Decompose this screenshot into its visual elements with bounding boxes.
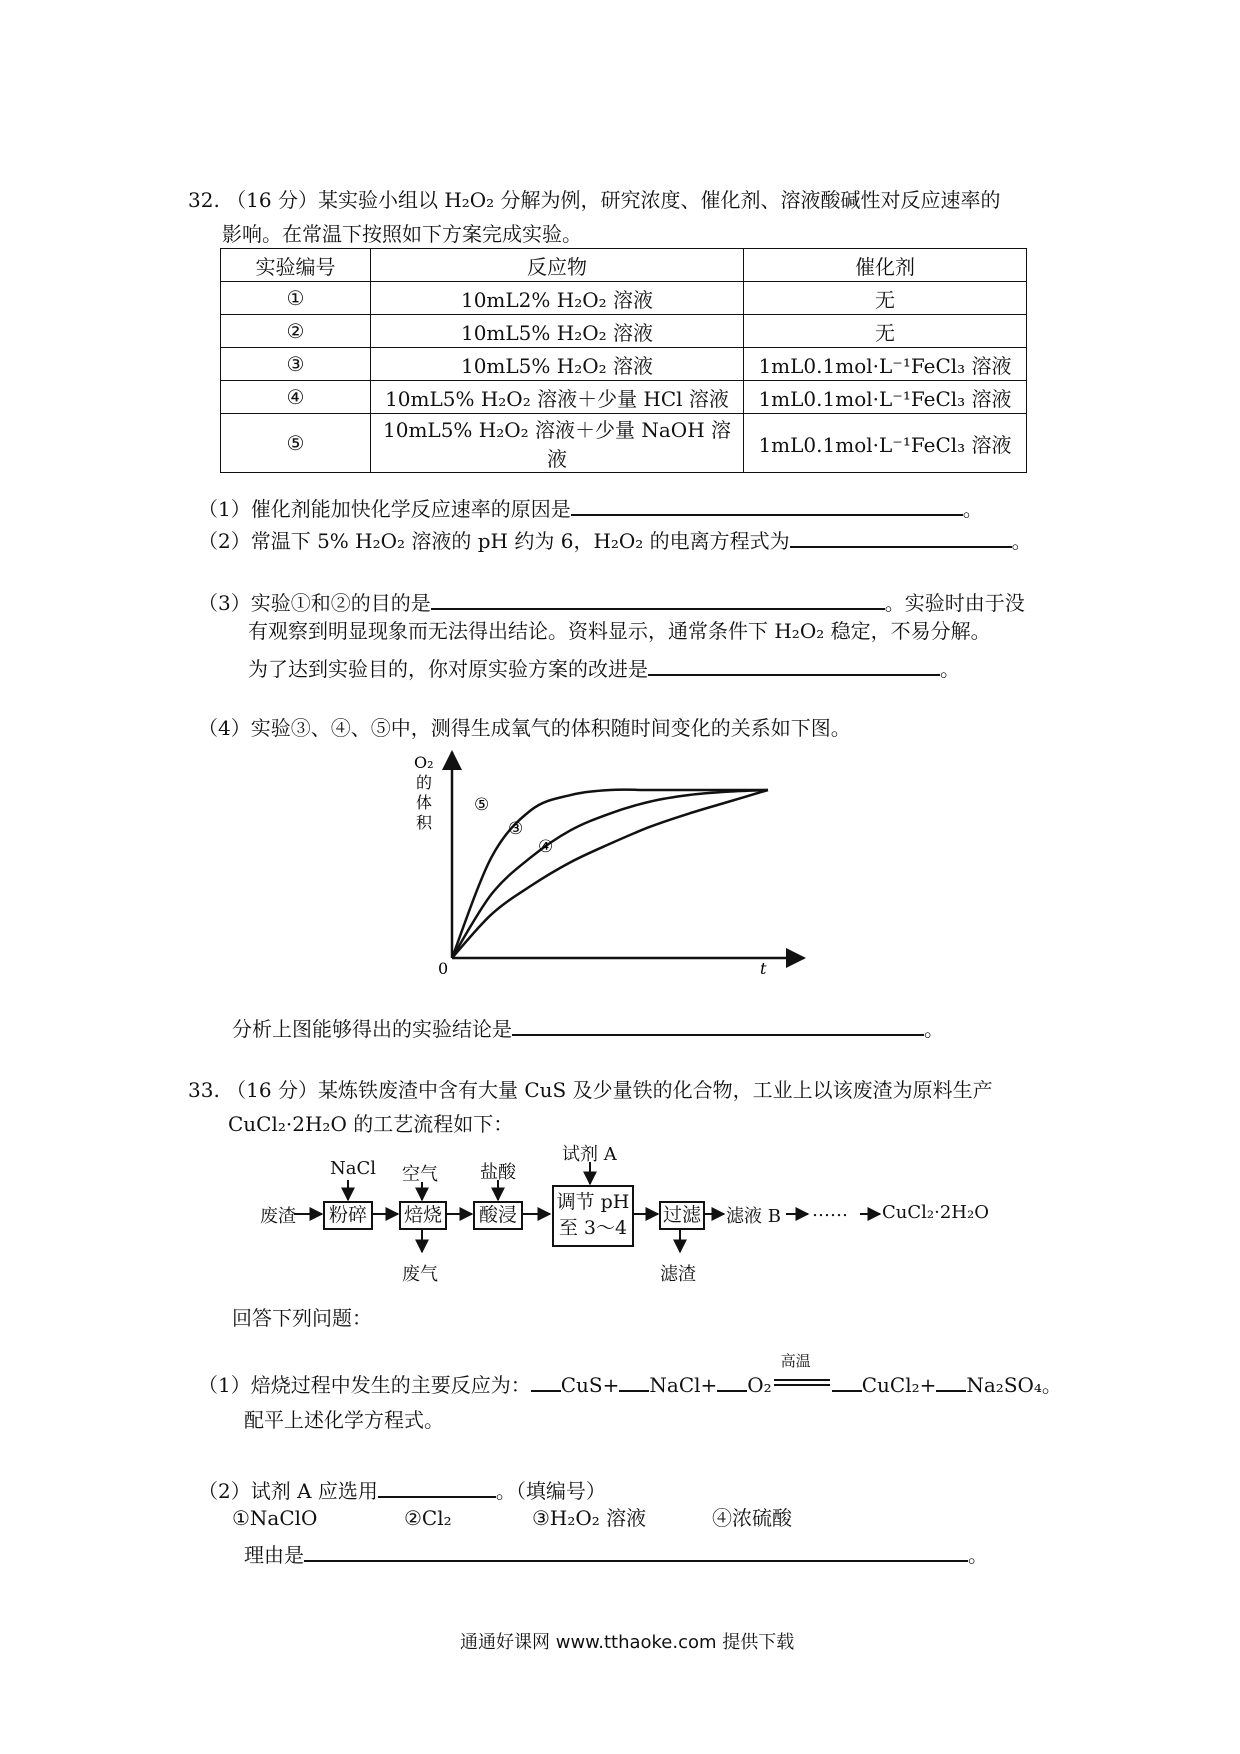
table-cell: 10mL2% H₂O₂ 溶液 [371,282,744,315]
residue-label: 滤渣 [660,1264,696,1285]
table-cell: 1mL0.1mol·L⁻¹FeCl₃ 溶液 [744,348,1027,381]
period: 。 [962,497,983,521]
eq-term: CuCl₂+ [861,1373,937,1397]
series-label: ④ [538,837,554,857]
answer-blank[interactable] [304,1538,968,1562]
table-cell: ② [221,315,371,348]
eq-term: Na₂SO₄。 [966,1373,1062,1397]
period: 。 [940,657,960,681]
q33-reason [244,1538,988,1567]
coefficient-blank[interactable] [531,1368,561,1392]
flow-start-label: 废渣 [260,1206,296,1227]
table-cell: 无 [744,315,1027,348]
table-cell: 1mL0.1mol·L⁻¹FeCl₃ 溶液 [744,414,1027,473]
period: 。 [968,1543,988,1567]
y-axis-label: 积 [416,813,433,832]
answer-intro: 回答下列问题： [232,1306,372,1330]
table-cell: 10mL5% H₂O₂ 溶液 [371,348,744,381]
x-axis-label: t [760,959,767,978]
step-filter-box: 过滤 [659,1201,705,1230]
q32-part3-line2: 有观察到明显现象而无法得出结论。资料显示，通常条件下 H₂O₂ 稳定，不易分解。 [248,619,991,643]
step-adjust-ph-line2: 至 3～4 [558,1217,628,1239]
table-header: 反应物 [371,249,744,282]
y-axis-label: 的 [416,773,433,792]
step-acid-leach-box: 酸浸 [473,1201,523,1230]
option-4: ④浓硫酸 [712,1506,792,1530]
period: 。 [924,1017,944,1041]
eq-term: NaCl+ [649,1373,718,1397]
footer: 通通好课网 www.tthaoke.com 提供下载 [460,1632,795,1653]
q32-part3-text: （3）实验①和②的目的是 [198,591,431,615]
waste-gas-label: 废气 [402,1264,438,1285]
table-cell: 10mL5% H₂O₂ 溶液＋少量 HCl 溶液 [371,381,744,414]
reaction-equals-sign [772,1352,832,1392]
q33-part1 [198,1352,1062,1397]
q33-reason-text: 理由是 [244,1543,304,1567]
nacl-label: NaCl [330,1158,377,1179]
q32-part3-line3-text: 为了达到实验目的，你对原实验方案的改进是 [248,657,648,681]
q32-header: 32. （16 分）某实验小组以 H₂O₂ 分解为例，研究浓度、催化剂、溶液酸碱性对反应速率的 [188,188,1001,212]
table-cell: 1mL0.1mol·L⁻¹FeCl₃ 溶液 [744,381,1027,414]
coefficient-blank[interactable] [619,1368,649,1392]
table-header: 催化剂 [744,249,1027,282]
eq-term: O₂ [747,1373,772,1397]
answer-blank[interactable] [378,1474,496,1498]
y-axis-label: O₂ [414,753,434,772]
series-label: ⑤ [474,795,490,815]
q33-part2-tail: 。（填编号） [495,1479,606,1503]
table-cell: 10mL5% H₂O₂ 溶液＋少量 NaOH 溶液 [371,414,744,473]
q33-part1-text: （1）焙烧过程中发生的主要反应为： [198,1373,531,1397]
q32-part1-text: （1）催化剂能加快化学反应速率的原因是 [198,497,571,521]
table-cell: ⑤ [221,414,371,473]
step-adjust-ph-box [552,1185,634,1247]
table-cell: ④ [221,381,371,414]
table-cell: 10mL5% H₂O₂ 溶液 [371,315,744,348]
filtrate-b-label: 滤液 B [726,1206,781,1227]
q33-header-cont: CuCl₂·2H₂O 的工艺流程如下： [228,1112,514,1136]
reagent-a-label: 试剂 A [562,1144,617,1165]
table-header: 实验编号 [221,249,371,282]
q32-part4: （4）实验③、④、⑤中，测得生成氧气的体积随时间变化的关系如下图。 [198,716,851,740]
eq-term: CuS+ [560,1373,620,1397]
coefficient-blank[interactable] [936,1368,966,1392]
air-label: 空气 [402,1164,438,1185]
option-1: ①NaClO [232,1506,318,1530]
q33-part2-text: （2）试剂 A 应选用 [198,1479,378,1503]
product-label: CuCl₂·2H₂O [882,1202,989,1223]
q32-part2-text: （2）常温下 5% H₂O₂ 溶液的 pH 约为 6，H₂O₂ 的电离方程式为 [198,529,790,553]
series-label: ③ [508,819,524,839]
q32-header-cont: 影响。在常温下按照如下方案完成实验。 [222,222,582,246]
table-cell: ③ [221,348,371,381]
q33-header: 33. （16 分）某炼铁废渣中含有大量 CuS 及少量铁的化合物，工业上以该废渣为原料生产 [188,1078,993,1102]
option-3: ③H₂O₂ 溶液 [532,1506,647,1530]
q33-part2 [198,1474,606,1503]
option-2: ②Cl₂ [404,1506,452,1530]
period: 。 [1011,529,1032,553]
table-cell: ① [221,282,371,315]
hcl-label: 盐酸 [480,1162,516,1183]
y-axis-label: 体 [416,793,433,812]
coefficient-blank[interactable] [832,1368,862,1392]
dots-label: …… [812,1200,848,1221]
q32-part3-tail: 。实验时由于没 [884,591,1025,615]
origin-label: 0 [438,959,449,978]
q33-part1-tail: 配平上述化学方程式。 [244,1408,444,1432]
step-roast-box: 焙烧 [399,1201,447,1230]
q32-conclusion-text: 分析上图能够得出的实验结论是 [232,1017,512,1041]
reaction-condition: 高温 [780,1352,811,1370]
step-adjust-ph-line1: 调节 pH [556,1191,630,1213]
step-crush-box: 粉碎 [323,1201,373,1230]
table-cell: 无 [744,282,1027,315]
coefficient-blank[interactable] [717,1368,747,1392]
